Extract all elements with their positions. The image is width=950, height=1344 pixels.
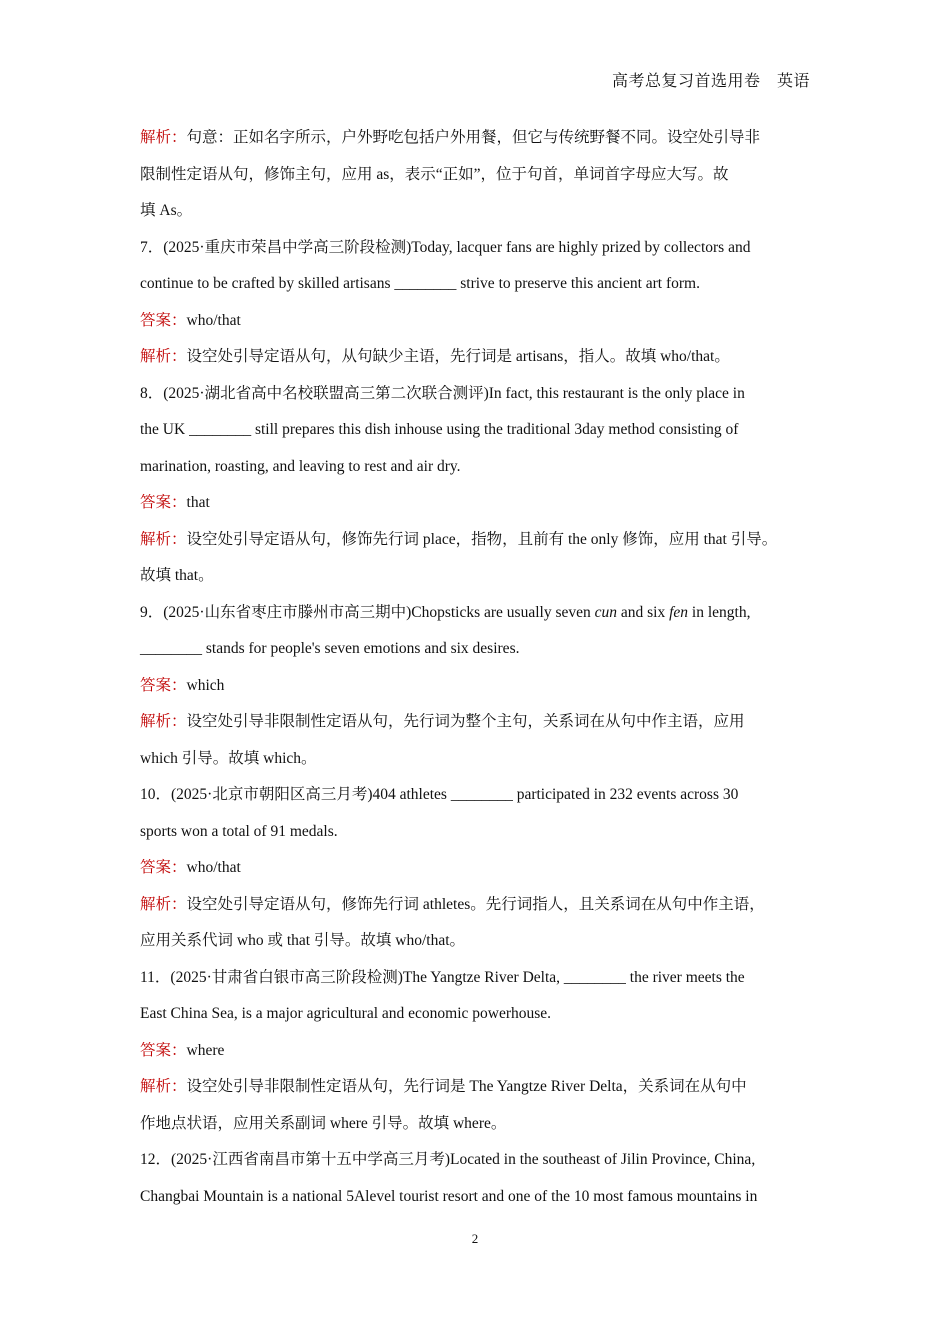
line-text: which	[186, 676, 225, 694]
line-text: 句意：正如名字所示，户外野吃包括户外用餐，但它与传统野餐不同。设空处引导非	[186, 129, 761, 146]
analysis-line	[140, 704, 812, 741]
analysis-label: 解析：	[140, 895, 187, 913]
answer-label: 答案：	[140, 859, 187, 876]
document-body	[140, 120, 812, 1215]
line-text: sports won a total of 91 medals.	[140, 822, 338, 840]
line-text: that	[186, 494, 210, 511]
text-line	[140, 157, 812, 194]
answer-line	[140, 850, 812, 887]
line-text: marination, roasting, and leaving to rest and air dry.	[140, 457, 461, 475]
text-line	[140, 376, 812, 413]
text-line	[140, 193, 812, 230]
line-text: who/that	[186, 311, 241, 329]
text-line	[140, 412, 812, 449]
line-text: 故填 that。	[140, 567, 214, 584]
answer-label: 答案：	[140, 494, 187, 511]
line-text: 12．(2025·江西省南昌市第十五中学高三月考)Located in the southeast of Jilin Province, China,	[140, 1151, 756, 1168]
text-line	[140, 631, 812, 668]
line-text: 限制性定语从句，修饰主句，应用 as，表示“正如”，位于句首，单词首字母应大写。故	[140, 165, 729, 183]
answer-line	[140, 485, 812, 522]
analysis-label: 解析：	[140, 1078, 187, 1095]
line-text: 设空处引导定语从句，从句缺少主语，先行词是 artisans，指人。故填 who/that。	[186, 348, 730, 365]
text-line	[140, 741, 812, 778]
analysis-line	[140, 1069, 812, 1106]
text-line	[140, 230, 812, 267]
text-line	[140, 595, 812, 632]
line-text: East China Sea, is a major agricultural and economic powerhouse.	[140, 1005, 552, 1022]
text-line	[140, 266, 812, 303]
line-text: 填 As。	[140, 202, 193, 219]
answer-line	[140, 303, 812, 340]
line-text: which 引导。故填 which。	[140, 749, 317, 767]
line-text: 8．(2025·湖北省高中名校联盟高三第二次联合测评)In fact, this restaurant is the only place in	[140, 384, 745, 402]
analysis-label: 解析：	[140, 530, 187, 548]
answer-label: 答案：	[140, 311, 187, 329]
text-line	[140, 960, 812, 997]
line-text: 设空处引导非限制性定语从句，先行词是 The Yangtze River Delta，关系词在从句中	[186, 1078, 747, 1095]
answer-label: 答案：	[140, 676, 187, 694]
answer-line	[140, 668, 812, 705]
analysis-line	[140, 522, 812, 559]
line-text: Changbai Mountain is a national 5Alevel tourist resort and one of the 10 most famous mountains in	[140, 1187, 758, 1205]
text-line	[140, 777, 812, 814]
text-line	[140, 923, 812, 960]
text-line	[140, 449, 812, 486]
line-text: 设空处引导非限制性定语从句，先行词为整个主句，关系词在从句中作主语，应用	[186, 713, 745, 730]
answer-label: 答案：	[140, 1041, 187, 1059]
analysis-label: 解析：	[140, 129, 187, 146]
analysis-label: 解析：	[140, 713, 187, 730]
text-line	[140, 558, 812, 595]
line-text: 7．(2025·重庆市荣昌中学高三阶段检测)Today, lacquer fans are highly prized by collectors and	[140, 238, 751, 256]
line-text: 11．(2025·甘肃省白银市高三阶段检测)The Yangtze River Delta, ________ the river meets the	[140, 968, 745, 986]
line-text: 10．(2025·北京市朝阳区高三月考)404 athletes ________ participated in 232 events across 30	[140, 786, 739, 803]
analysis-line	[140, 887, 812, 924]
line-text: 设空处引导定语从句，修饰先行词 athletes。先行词指人，且关系词在从句中作主语，	[186, 895, 765, 913]
answer-line	[140, 1033, 812, 1070]
analysis-line	[140, 339, 812, 376]
line-text: where	[186, 1041, 225, 1059]
text-line	[140, 814, 812, 851]
text-line	[140, 1106, 812, 1143]
line-text: the UK ________ still prepares this dish inhouse using the traditional 3day method consisting of	[140, 421, 739, 438]
line-text: 应用关系代词 who 或 that 引导。故填 who/that。	[140, 932, 466, 949]
line-text: who/that	[186, 859, 241, 876]
analysis-line	[140, 120, 812, 157]
line-text: ________ stands for people's seven emotions and six desires.	[140, 640, 520, 657]
text-line	[140, 1142, 812, 1179]
analysis-label: 解析：	[140, 348, 187, 365]
text-line	[140, 996, 812, 1033]
line-text: 9．(2025·山东省枣庄市滕州市高三期中)Chopsticks are usually seven cun and six fen in length,	[140, 603, 751, 621]
line-text: continue to be crafted by skilled artisans ________ strive to preserve this ancient art form.	[140, 275, 700, 292]
running-header: 高考总复习首选用卷 英语	[611, 73, 810, 90]
line-text: 作地点状语，应用关系副词 where 引导。故填 where。	[140, 1114, 507, 1132]
line-text: 设空处引导定语从句，修饰先行词 place，指物，且前有 the only 修饰，应用 that 引导。	[186, 530, 778, 548]
text-line	[140, 1179, 812, 1216]
page-number: 2	[471, 1231, 479, 1246]
